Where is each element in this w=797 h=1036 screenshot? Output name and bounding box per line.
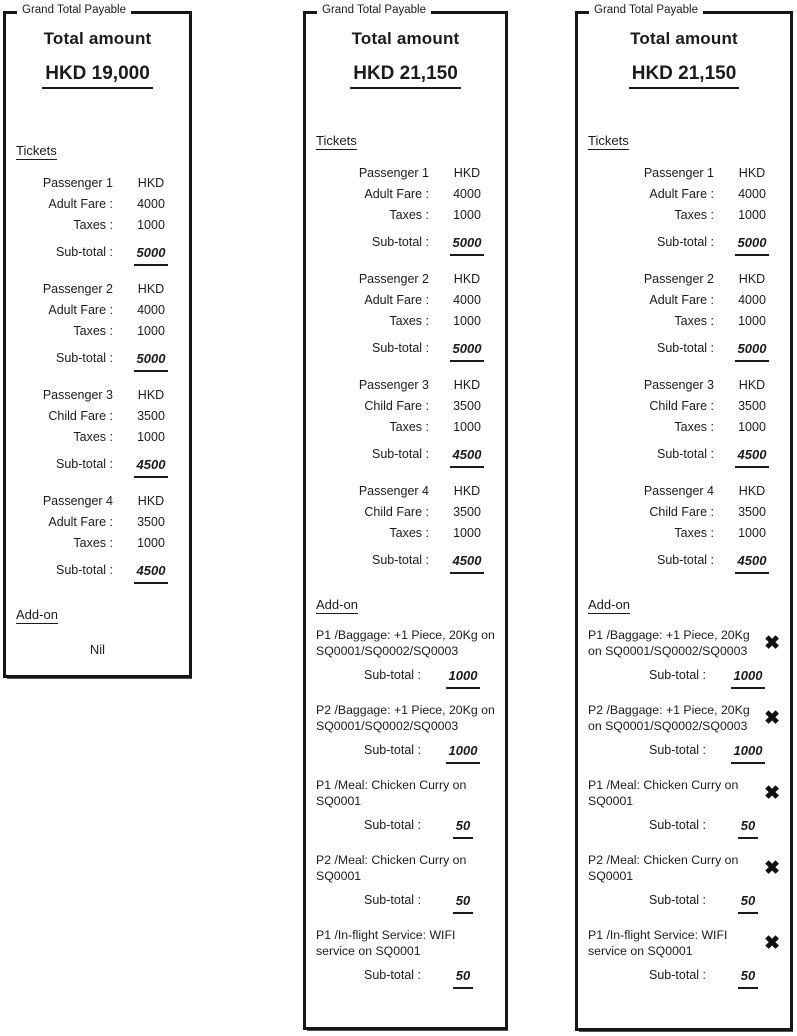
addon-heading: Add-on bbox=[316, 597, 358, 612]
tickets-heading: Tickets bbox=[316, 133, 357, 148]
addon-item bbox=[588, 702, 780, 764]
fare-label: Child Fare : bbox=[649, 505, 714, 519]
taxes-label: Taxes : bbox=[674, 420, 714, 434]
fare-label: Adult Fare : bbox=[364, 293, 429, 307]
subtotal-value: 5000 bbox=[735, 338, 770, 362]
tickets-heading: Tickets bbox=[16, 143, 57, 158]
taxes-value: 1000 bbox=[453, 208, 481, 222]
passenger-name: Passenger 3 bbox=[643, 378, 714, 392]
passenger-name: Passenger 4 bbox=[358, 484, 429, 498]
subtotal-value: 5000 bbox=[134, 348, 169, 372]
fare-label: Adult Fare : bbox=[48, 197, 113, 211]
subtotal-label: Sub-total : bbox=[56, 457, 113, 471]
fare-label: Adult Fare : bbox=[48, 515, 113, 529]
grand-total-amount: HKD 19,000 bbox=[16, 62, 179, 86]
taxes-label: Taxes : bbox=[73, 218, 113, 232]
subtotal-label: Sub-total : bbox=[56, 245, 113, 259]
subtotal-label: Sub-total : bbox=[649, 743, 706, 757]
taxes-value: 1000 bbox=[453, 420, 481, 434]
subtotal-label: Sub-total : bbox=[657, 553, 714, 567]
subtotal-label: Sub-total : bbox=[372, 235, 429, 249]
taxes-value: 1000 bbox=[453, 526, 481, 540]
passenger-name: Passenger 1 bbox=[358, 166, 429, 180]
currency-label: HKD bbox=[137, 176, 165, 190]
tickets-heading: Tickets bbox=[588, 133, 629, 148]
passenger-block bbox=[316, 481, 495, 574]
taxes-value: 1000 bbox=[137, 536, 165, 550]
passenger-name: Passenger 4 bbox=[42, 494, 113, 508]
subtotal-label: Sub-total : bbox=[649, 818, 706, 832]
addon-item bbox=[316, 927, 495, 989]
fare-value: 4000 bbox=[453, 187, 481, 201]
addon-item bbox=[588, 627, 780, 689]
payment-summary-card-1 bbox=[3, 4, 192, 678]
subtotal-value: 1000 bbox=[731, 740, 766, 764]
addon-item bbox=[588, 777, 780, 839]
subtotal-label: Sub-total : bbox=[372, 341, 429, 355]
remove-addon-icon[interactable]: ✖ bbox=[764, 857, 780, 879]
grand-total-amount: HKD 21,150 bbox=[316, 62, 495, 86]
currency-label: HKD bbox=[137, 282, 165, 296]
addon-heading: Add-on bbox=[588, 597, 630, 612]
subtotal-label: Sub-total : bbox=[372, 553, 429, 567]
grand-total-legend: Grand Total Payable bbox=[17, 4, 131, 16]
payment-summary-card-2 bbox=[303, 4, 508, 1030]
subtotal-value: 50 bbox=[738, 965, 758, 989]
total-amount-title: Total amount bbox=[43, 29, 152, 48]
fare-label: Child Fare : bbox=[364, 399, 429, 413]
taxes-label: Taxes : bbox=[389, 420, 429, 434]
addon-description: P2 /Meal: Chicken Curry on SQ0001 bbox=[316, 853, 467, 883]
passenger-block bbox=[316, 269, 495, 362]
addon-description: P2 /Meal: Chicken Curry on SQ0001 bbox=[588, 853, 739, 883]
passenger-name: Passenger 3 bbox=[42, 388, 113, 402]
subtotal-value: 50 bbox=[453, 965, 473, 989]
subtotal-label: Sub-total : bbox=[56, 563, 113, 577]
taxes-label: Taxes : bbox=[73, 324, 113, 338]
subtotal-label: Sub-total : bbox=[657, 447, 714, 461]
passenger-name: Passenger 1 bbox=[643, 166, 714, 180]
fare-value: 4000 bbox=[738, 187, 766, 201]
fare-value: 3500 bbox=[453, 505, 481, 519]
taxes-value: 1000 bbox=[738, 314, 766, 328]
taxes-label: Taxes : bbox=[674, 208, 714, 222]
fare-label: Child Fare : bbox=[364, 505, 429, 519]
subtotal-label: Sub-total : bbox=[657, 341, 714, 355]
taxes-label: Taxes : bbox=[389, 526, 429, 540]
addon-description: P1 /In-flight Service: WIFI service on SQ0001 bbox=[316, 928, 456, 958]
passenger-block bbox=[316, 375, 495, 468]
taxes-value: 1000 bbox=[137, 324, 165, 338]
currency-label: HKD bbox=[738, 484, 766, 498]
payment-summary-card-3 bbox=[575, 4, 793, 1031]
addon-description: P1 /Meal: Chicken Curry on SQ0001 bbox=[588, 778, 739, 808]
passenger-name: Passenger 1 bbox=[42, 176, 113, 190]
passenger-block bbox=[16, 385, 179, 478]
subtotal-value: 5000 bbox=[134, 242, 169, 266]
grand-total-amount: HKD 21,150 bbox=[588, 62, 780, 86]
subtotal-value: 4500 bbox=[450, 444, 485, 468]
taxes-value: 1000 bbox=[137, 430, 165, 444]
subtotal-label: Sub-total : bbox=[649, 893, 706, 907]
fare-label: Adult Fare : bbox=[649, 293, 714, 307]
subtotal-value: 5000 bbox=[450, 232, 485, 256]
remove-addon-icon[interactable]: ✖ bbox=[764, 632, 780, 654]
passenger-name: Passenger 3 bbox=[358, 378, 429, 392]
fare-value: 3500 bbox=[137, 515, 165, 529]
passenger-name: Passenger 2 bbox=[358, 272, 429, 286]
subtotal-label: Sub-total : bbox=[56, 351, 113, 365]
subtotal-label: Sub-total : bbox=[372, 447, 429, 461]
fare-label: Child Fare : bbox=[48, 409, 113, 423]
passenger-name: Passenger 2 bbox=[42, 282, 113, 296]
passenger-block bbox=[588, 481, 780, 574]
addon-heading: Add-on bbox=[16, 607, 58, 622]
addon-description: P1 /Baggage: +1 Piece, 20Kg on SQ0001/SQ0002/SQ0003 bbox=[588, 628, 750, 658]
subtotal-value: 4500 bbox=[735, 550, 770, 574]
taxes-label: Taxes : bbox=[674, 526, 714, 540]
currency-label: HKD bbox=[453, 484, 481, 498]
addon-empty-text: Nil bbox=[89, 642, 106, 657]
addon-item bbox=[588, 927, 780, 989]
passenger-name: Passenger 2 bbox=[643, 272, 714, 286]
addon-item bbox=[588, 852, 780, 914]
fare-label: Adult Fare : bbox=[48, 303, 113, 317]
taxes-label: Taxes : bbox=[73, 536, 113, 550]
remove-addon-icon[interactable]: ✖ bbox=[764, 932, 780, 954]
subtotal-label: Sub-total : bbox=[364, 968, 421, 982]
passenger-block bbox=[588, 269, 780, 362]
passenger-block bbox=[16, 173, 179, 266]
addon-item bbox=[316, 777, 495, 839]
subtotal-value: 5000 bbox=[735, 232, 770, 256]
currency-label: HKD bbox=[453, 272, 481, 286]
subtotal-label: Sub-total : bbox=[364, 743, 421, 757]
fare-value: 4000 bbox=[738, 293, 766, 307]
total-amount-title: Total amount bbox=[630, 29, 738, 48]
grand-total-legend: Grand Total Payable bbox=[317, 4, 431, 16]
remove-addon-icon[interactable]: ✖ bbox=[764, 782, 780, 804]
fare-value: 4000 bbox=[137, 197, 165, 211]
subtotal-value: 1000 bbox=[731, 665, 766, 689]
passenger-block bbox=[16, 491, 179, 584]
subtotal-label: Sub-total : bbox=[649, 668, 706, 682]
addon-description: P1 /In-flight Service: WIFI service on SQ0001 bbox=[588, 928, 728, 958]
currency-label: HKD bbox=[738, 272, 766, 286]
subtotal-value: 50 bbox=[738, 815, 758, 839]
currency-label: HKD bbox=[137, 494, 165, 508]
subtotal-label: Sub-total : bbox=[657, 235, 714, 249]
subtotal-value: 1000 bbox=[446, 665, 481, 689]
passenger-block bbox=[316, 163, 495, 256]
fare-value: 4000 bbox=[137, 303, 165, 317]
subtotal-value: 50 bbox=[453, 815, 473, 839]
total-amount-title: Total amount bbox=[351, 29, 460, 48]
fare-value: 3500 bbox=[738, 505, 766, 519]
fare-value: 3500 bbox=[453, 399, 481, 413]
taxes-label: Taxes : bbox=[674, 314, 714, 328]
fare-value: 3500 bbox=[137, 409, 165, 423]
subtotal-value: 50 bbox=[738, 890, 758, 914]
subtotal-value: 1000 bbox=[446, 740, 481, 764]
fare-label: Adult Fare : bbox=[364, 187, 429, 201]
subtotal-value: 5000 bbox=[450, 338, 485, 362]
taxes-value: 1000 bbox=[738, 526, 766, 540]
passenger-block bbox=[588, 163, 780, 256]
subtotal-value: 4500 bbox=[735, 444, 770, 468]
addon-item bbox=[316, 627, 495, 689]
fare-value: 4000 bbox=[453, 293, 481, 307]
addon-description: P2 /Baggage: +1 Piece, 20Kg on SQ0001/SQ0002/SQ0003 bbox=[588, 703, 750, 733]
subtotal-value: 4500 bbox=[134, 454, 169, 478]
subtotal-label: Sub-total : bbox=[364, 818, 421, 832]
currency-label: HKD bbox=[453, 166, 481, 180]
passenger-name: Passenger 4 bbox=[643, 484, 714, 498]
remove-addon-icon[interactable]: ✖ bbox=[764, 707, 780, 729]
fare-value: 3500 bbox=[738, 399, 766, 413]
taxes-label: Taxes : bbox=[389, 314, 429, 328]
currency-label: HKD bbox=[738, 378, 766, 392]
taxes-value: 1000 bbox=[137, 218, 165, 232]
grand-total-legend: Grand Total Payable bbox=[589, 4, 703, 16]
taxes-label: Taxes : bbox=[73, 430, 113, 444]
addon-description: P1 /Baggage: +1 Piece, 20Kg on SQ0001/SQ0002/SQ0003 bbox=[316, 628, 495, 658]
addon-description: P2 /Baggage: +1 Piece, 20Kg on SQ0001/SQ0002/SQ0003 bbox=[316, 703, 495, 733]
fare-label: Child Fare : bbox=[649, 399, 714, 413]
subtotal-value: 50 bbox=[453, 890, 473, 914]
taxes-value: 1000 bbox=[738, 208, 766, 222]
subtotal-value: 4500 bbox=[450, 550, 485, 574]
taxes-value: 1000 bbox=[453, 314, 481, 328]
addon-item bbox=[316, 702, 495, 764]
passenger-block bbox=[16, 279, 179, 372]
subtotal-label: Sub-total : bbox=[364, 893, 421, 907]
currency-label: HKD bbox=[738, 166, 766, 180]
fare-label: Adult Fare : bbox=[649, 187, 714, 201]
addon-item bbox=[316, 852, 495, 914]
addon-description: P1 /Meal: Chicken Curry on SQ0001 bbox=[316, 778, 467, 808]
subtotal-value: 4500 bbox=[134, 560, 169, 584]
subtotal-label: Sub-total : bbox=[649, 968, 706, 982]
subtotal-label: Sub-total : bbox=[364, 668, 421, 682]
currency-label: HKD bbox=[137, 388, 165, 402]
taxes-value: 1000 bbox=[738, 420, 766, 434]
passenger-block bbox=[588, 375, 780, 468]
taxes-label: Taxes : bbox=[389, 208, 429, 222]
currency-label: HKD bbox=[453, 378, 481, 392]
